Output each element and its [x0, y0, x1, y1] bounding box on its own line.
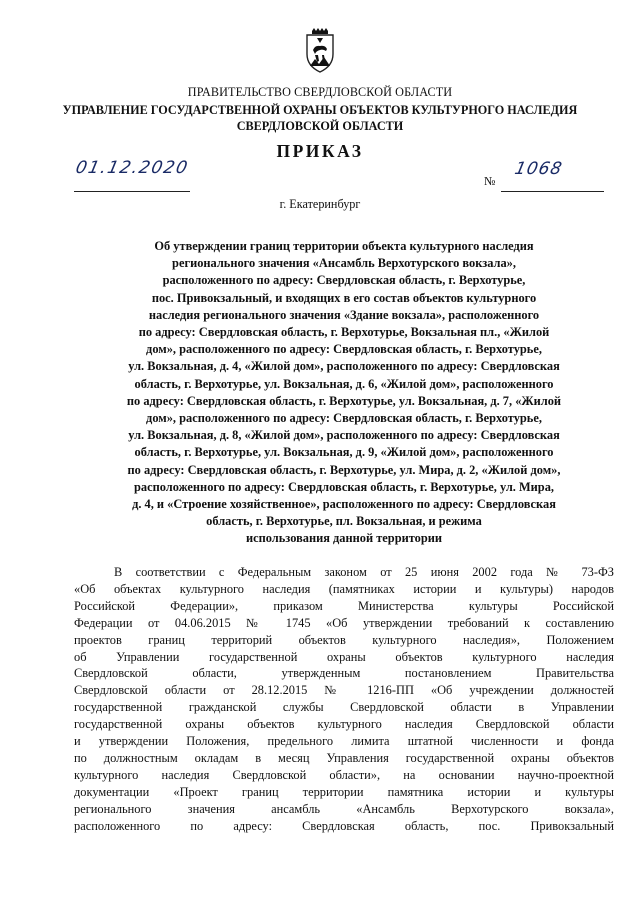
body-line: об Управлении государственной охраны объектов культурного наследия: [74, 649, 614, 664]
title-line: ул. Вокзальная, д. 8, «Жилой дом», расположенного по адресу: Свердловская: [128, 428, 560, 443]
body-line: по должностным окладам в месяц Управления государственной охраны объектов: [74, 750, 614, 765]
body-line: В соответствии с Федеральным законом от 25 июня 2002 года № 73-ФЗ: [114, 565, 614, 579]
title-line: область, г. Верхотурье, ул. Вокзальная, д. 6, «Жилой дом», расположенного: [134, 376, 554, 391]
handwritten-date: 01.12.2020: [73, 158, 191, 178]
body-line: Свердловской области от 28.12.2015 № 1216-ПП «Об учреждении должностей: [74, 683, 614, 698]
title-line: по адресу: Свердловская область, г. Верхотурье, ул. Вокзальная, д. 7, «Жилой: [126, 393, 562, 408]
body-line: культурного наследия Свердловской области», на основании научно-проектной: [74, 767, 614, 782]
body-line: государственной охраны объектов культурного наследия Свердловской области: [74, 717, 614, 732]
title-line: регионального значения «Ансамбль Верхотурского вокзала»,: [172, 256, 516, 271]
body-line: расположенного по адресу: Свердловская область, пос. Привокзальный: [74, 818, 614, 833]
body-line: и утверждении Положения, предельного лимита штатной численности и фонда: [74, 734, 614, 749]
government-name: ПРАВИТЕЛЬСТВО СВЕРДЛОВСКОЙ ОБЛАСТИ: [187, 85, 453, 99]
number-label: №: [484, 174, 496, 188]
title-line: область, г. Верхотурье, пл. Вокзальная, и режима: [206, 514, 482, 529]
title-line: по адресу: Свердловская область, г. Верхотурье, ул. Мира, д. 2, «Жилой дом»,: [127, 462, 561, 477]
order-body-paragraph: [74, 564, 614, 835]
body-line: Федерации от 04.06.2015 № 1745 «Об утверждении требований к составлению: [74, 615, 614, 630]
department-name: [0, 102, 640, 134]
department-name-line: СВЕРДЛОВСКОЙ ОБЛАСТИ: [236, 119, 404, 133]
body-line: документации «Проект границ территории памятника истории и культуры: [74, 784, 614, 799]
body-line: регионального значения ансамбль «Ансамбль Верхотурского вокзала»,: [74, 801, 614, 816]
order-title: [74, 238, 614, 548]
sverdlovsk-coat-of-arms-icon: [303, 28, 337, 74]
city-line: г. Екатеринбург: [279, 197, 361, 211]
title-line: ул. Вокзальная, д. 4, «Жилой дом», расположенного по адресу: Свердловская: [128, 359, 560, 374]
document-type: ПРИКАЗ: [276, 141, 364, 161]
body-line: государственной гражданской службы Свердловской области в Управлении: [74, 700, 614, 715]
title-line: расположенного по адресу: Свердловская область, г. Верхотурье,: [162, 273, 526, 288]
body-line: Российской Федерации», приказом Министерства культуры Российской: [74, 598, 614, 613]
title-line: д. 4, и «Строение хозяйственное», расположенного по адресу: Свердловская: [132, 497, 556, 512]
title-line: дом», расположенного по адресу: Свердловская область, г. Верхотурье,: [146, 411, 542, 426]
body-line: проектов границ территорий объектов культурного наследия», Положением: [74, 632, 614, 647]
title-line: область, г. Верхотурье, ул. Вокзальная, д. 9, «Жилой дом», расположенного: [134, 445, 554, 460]
title-line: расположенного по адресу: Свердловская область, г. Верхотурье, ул. Мира,: [134, 479, 554, 494]
department-name-line: УПРАВЛЕНИЕ ГОСУДАРСТВЕННОЙ ОХРАНЫ ОБЪЕКТОВ КУЛЬТУРНОГО НАСЛЕДИЯ: [62, 103, 578, 117]
title-line: Об утверждении границ территории объекта культурного наследия: [154, 239, 534, 253]
title-line: дом», расположенного по адресу: Свердловская область, г. Верхотурье,: [146, 342, 542, 357]
body-line: «Об объектах культурного наследия (памятниках истории и культуры) народов: [74, 581, 614, 596]
title-line: по адресу: Свердловская область, г. Верхотурье, Вокзальная пл., «Жилой: [138, 325, 550, 340]
title-line: пос. Привокзальный, и входящих в его состав объектов культурного: [151, 290, 537, 305]
title-line: наследия регионального значения «Здание вокзала», расположенного: [148, 307, 540, 322]
title-line: использования данной территории: [245, 531, 443, 546]
date-underline: [74, 176, 190, 192]
body-line: Свердловской области, утвержденным постановлением Правительства: [74, 666, 614, 681]
handwritten-number: 1068: [512, 159, 565, 179]
